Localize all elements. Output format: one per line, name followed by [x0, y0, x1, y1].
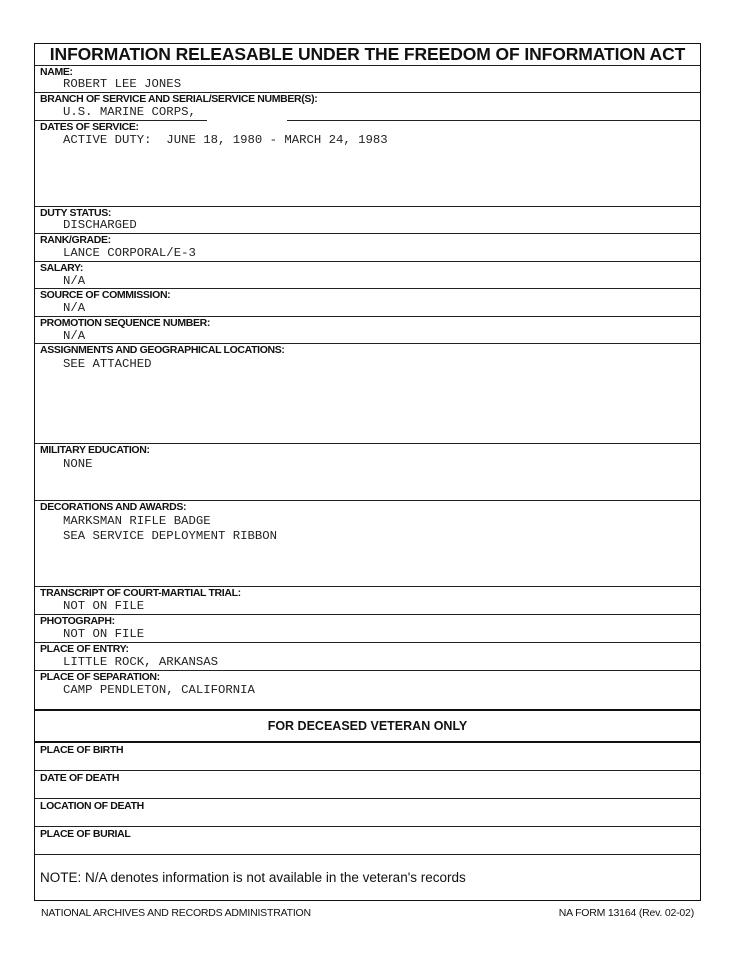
field-photograph [35, 615, 700, 643]
foia-form [34, 43, 701, 901]
field-label: RANK/GRADE: [40, 234, 111, 246]
decoration-item: SEA SERVICE DEPLOYMENT RIBBON [63, 529, 278, 543]
field-label: PLACE OF SEPARATION: [40, 671, 160, 683]
field-label: DECORATIONS AND AWARDS: [40, 501, 187, 513]
field-value: U.S. MARINE CORPS, [63, 105, 196, 119]
field-value: SEE ATTACHED [63, 357, 152, 371]
field-entry [35, 643, 700, 671]
form-title: INFORMATION RELEASABLE UNDER THE FREEDOM OF INFORMATION ACT [49, 44, 686, 64]
field-value: N/A [63, 329, 86, 343]
field-value: DISCHARGED [63, 218, 137, 232]
note-row [35, 855, 700, 900]
title-row [35, 44, 700, 66]
field-education [35, 444, 700, 501]
footer-form-number: NA FORM 13164 (Rev. 02-02) [558, 907, 694, 919]
field-separation [35, 671, 700, 711]
field-label: PROMOTION SEQUENCE NUMBER: [40, 317, 210, 329]
footer-agency: NATIONAL ARCHIVES AND RECORDS ADMINISTRATION [41, 907, 311, 919]
deceased-heading: FOR DECEASED VETERAN ONLY [267, 719, 468, 733]
field-salary [35, 262, 700, 289]
field-value: ROBERT LEE JONES [63, 77, 182, 91]
field-commission [35, 289, 700, 317]
field-label: LOCATION OF DEATH [40, 800, 144, 812]
decoration-item: MARKSMAN RIFLE BADGE [63, 514, 211, 528]
field-court-martial [35, 587, 700, 615]
field-value: LITTLE ROCK, ARKANSAS [63, 655, 218, 669]
field-location-of-death [35, 799, 700, 827]
field-value: LANCE CORPORAL/E-3 [63, 246, 196, 260]
field-dates [35, 121, 700, 207]
field-date-of-death [35, 771, 700, 799]
note-text: NOTE: N/A denotes information is not available in the veteran's records [40, 870, 466, 885]
field-label: PLACE OF BURIAL [40, 828, 131, 840]
field-label: BRANCH OF SERVICE AND SERIAL/SERVICE NUMBER(S): [40, 93, 318, 105]
field-assignments [35, 344, 700, 444]
field-label: PLACE OF ENTRY: [40, 643, 129, 655]
field-label: MILITARY EDUCATION: [40, 444, 150, 456]
field-branch [35, 93, 700, 121]
field-label: DATES OF SERVICE: [40, 121, 139, 133]
field-label: DATE OF DEATH [40, 772, 120, 784]
field-value: NOT ON FILE [63, 599, 145, 613]
field-value: NONE [63, 457, 93, 471]
field-value: N/A [63, 301, 86, 315]
field-label: NAME: [40, 66, 73, 78]
field-value: NOT ON FILE [63, 627, 145, 641]
field-label: ASSIGNMENTS AND GEOGRAPHICAL LOCATIONS: [40, 344, 285, 356]
field-place-of-birth [35, 743, 700, 771]
field-value: ACTIVE DUTY: JUNE 18, 1980 - MARCH 24, 1983 [63, 133, 388, 147]
field-label: TRANSCRIPT OF COURT-MARTIAL TRIAL: [40, 587, 241, 599]
field-rank [35, 234, 700, 262]
deceased-section-header [35, 711, 700, 743]
field-label: PLACE OF BIRTH [40, 744, 124, 756]
field-place-of-burial [35, 827, 700, 855]
field-label: PHOTOGRAPH: [40, 615, 115, 627]
field-label: SOURCE OF COMMISSION: [40, 289, 171, 301]
field-value: N/A [63, 274, 86, 288]
field-name [35, 66, 700, 93]
field-value: CAMP PENDLETON, CALIFORNIA [63, 683, 255, 697]
field-duty-status [35, 207, 700, 234]
field-label: SALARY: [40, 262, 84, 274]
field-decorations [35, 501, 700, 587]
field-promotion [35, 317, 700, 344]
field-label: DUTY STATUS: [40, 207, 112, 219]
